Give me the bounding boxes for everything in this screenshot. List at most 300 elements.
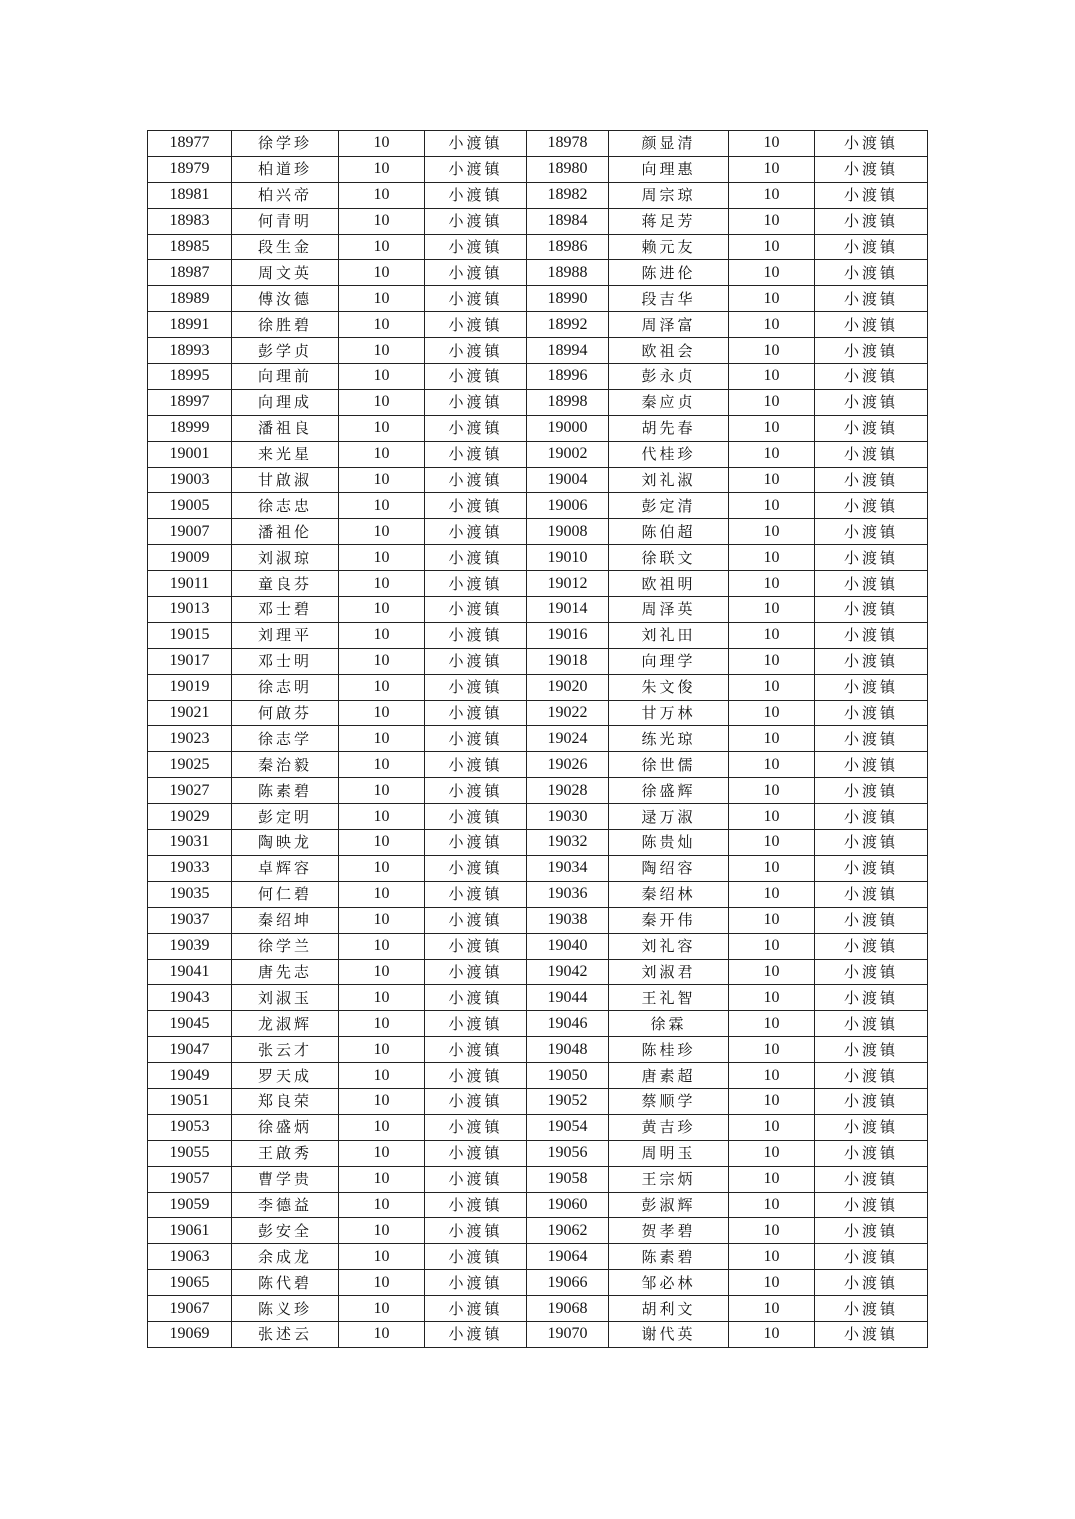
id-cell: 19040: [527, 933, 609, 959]
id-cell: 19023: [148, 726, 232, 752]
id-cell: 19001: [148, 441, 232, 467]
id-cell: 19022: [527, 700, 609, 726]
amount-cell: 10: [729, 131, 815, 157]
amount-cell: 10: [339, 726, 425, 752]
id-cell: 19055: [148, 1140, 232, 1166]
amount-cell: 10: [339, 1011, 425, 1037]
name-cell: 段吉华: [609, 286, 729, 312]
id-cell: 19043: [148, 985, 232, 1011]
town-cell: 小渡镇: [425, 131, 527, 157]
id-cell: 18982: [527, 182, 609, 208]
town-cell: 小渡镇: [425, 855, 527, 881]
town-cell: 小渡镇: [425, 1244, 527, 1270]
name-cell: 秦应贞: [609, 389, 729, 415]
id-cell: 18987: [148, 260, 232, 286]
town-cell: 小渡镇: [815, 1244, 928, 1270]
town-cell: 小渡镇: [425, 519, 527, 545]
amount-cell: 10: [729, 1037, 815, 1063]
name-cell: 彭永贞: [609, 364, 729, 390]
id-cell: 18981: [148, 182, 232, 208]
id-cell: 18977: [148, 131, 232, 157]
name-cell: 彭定清: [609, 493, 729, 519]
town-cell: 小渡镇: [425, 622, 527, 648]
id-cell: 18983: [148, 208, 232, 234]
name-cell: 彭学贞: [232, 338, 339, 364]
amount-cell: 10: [339, 234, 425, 260]
id-cell: 19036: [527, 881, 609, 907]
town-cell: 小渡镇: [815, 286, 928, 312]
id-cell: 19010: [527, 545, 609, 571]
table-row: [148, 1011, 928, 1037]
table-row: [148, 959, 928, 985]
name-cell: 周文英: [232, 260, 339, 286]
id-cell: 19004: [527, 467, 609, 493]
town-cell: 小渡镇: [815, 700, 928, 726]
town-cell: 小渡镇: [425, 338, 527, 364]
table-row: [148, 674, 928, 700]
id-cell: 18996: [527, 364, 609, 390]
id-cell: 19030: [527, 804, 609, 830]
id-cell: 19056: [527, 1140, 609, 1166]
id-cell: 19021: [148, 700, 232, 726]
town-cell: 小渡镇: [815, 985, 928, 1011]
town-cell: 小渡镇: [815, 389, 928, 415]
table-row: [148, 985, 928, 1011]
town-cell: 小渡镇: [425, 467, 527, 493]
amount-cell: 10: [339, 1166, 425, 1192]
amount-cell: 10: [339, 881, 425, 907]
name-cell: 秦绍坤: [232, 907, 339, 933]
town-cell: 小渡镇: [815, 933, 928, 959]
amount-cell: 10: [729, 752, 815, 778]
name-cell: 龙淑辉: [232, 1011, 339, 1037]
id-cell: 19041: [148, 959, 232, 985]
name-cell: 彭淑辉: [609, 1192, 729, 1218]
amount-cell: 10: [729, 467, 815, 493]
name-cell: 潘祖伦: [232, 519, 339, 545]
name-cell: 蔡顺学: [609, 1088, 729, 1114]
town-cell: 小渡镇: [425, 156, 527, 182]
table-row: [148, 1063, 928, 1089]
amount-cell: 10: [339, 1296, 425, 1322]
table-row: [148, 389, 928, 415]
name-cell: 童良芬: [232, 571, 339, 597]
amount-cell: 10: [729, 338, 815, 364]
id-cell: 19051: [148, 1088, 232, 1114]
name-cell: 向理前: [232, 364, 339, 390]
table-row: [148, 156, 928, 182]
town-cell: 小渡镇: [425, 1192, 527, 1218]
amount-cell: 10: [339, 830, 425, 856]
id-cell: 19033: [148, 855, 232, 881]
id-cell: 19005: [148, 493, 232, 519]
town-cell: 小渡镇: [815, 804, 928, 830]
amount-cell: 10: [339, 700, 425, 726]
amount-cell: 10: [339, 907, 425, 933]
id-cell: 19014: [527, 597, 609, 623]
name-cell: 刘礼田: [609, 622, 729, 648]
amount-cell: 10: [729, 1218, 815, 1244]
id-cell: 19049: [148, 1063, 232, 1089]
id-cell: 19045: [148, 1011, 232, 1037]
id-cell: 19037: [148, 907, 232, 933]
amount-cell: 10: [339, 441, 425, 467]
town-cell: 小渡镇: [815, 260, 928, 286]
town-cell: 小渡镇: [815, 1218, 928, 1244]
name-cell: 陈桂珍: [609, 1037, 729, 1063]
name-cell: 曹学贵: [232, 1166, 339, 1192]
id-cell: 19027: [148, 778, 232, 804]
id-cell: 19034: [527, 855, 609, 881]
name-cell: 甘万林: [609, 700, 729, 726]
name-cell: 彭定明: [232, 804, 339, 830]
name-cell: 周泽富: [609, 312, 729, 338]
name-cell: 柏兴帝: [232, 182, 339, 208]
name-cell: 徐盛炳: [232, 1114, 339, 1140]
table-row: [148, 778, 928, 804]
amount-cell: 10: [339, 312, 425, 338]
amount-cell: 10: [339, 286, 425, 312]
id-cell: 19054: [527, 1114, 609, 1140]
amount-cell: 10: [339, 622, 425, 648]
amount-cell: 10: [729, 881, 815, 907]
id-cell: 19053: [148, 1114, 232, 1140]
amount-cell: 10: [339, 156, 425, 182]
town-cell: 小渡镇: [815, 622, 928, 648]
name-cell: 徐盛辉: [609, 778, 729, 804]
table-row: [148, 622, 928, 648]
amount-cell: 10: [729, 985, 815, 1011]
id-cell: 19038: [527, 907, 609, 933]
amount-cell: 10: [339, 338, 425, 364]
town-cell: 小渡镇: [425, 881, 527, 907]
town-cell: 小渡镇: [425, 726, 527, 752]
id-cell: 19028: [527, 778, 609, 804]
id-cell: 19007: [148, 519, 232, 545]
table-row: [148, 1192, 928, 1218]
name-cell: 秦开伟: [609, 907, 729, 933]
name-cell: 王宗炳: [609, 1166, 729, 1192]
table-row: [148, 1037, 928, 1063]
town-cell: 小渡镇: [815, 1192, 928, 1218]
table-row: [148, 338, 928, 364]
id-cell: 19018: [527, 648, 609, 674]
town-cell: 小渡镇: [425, 545, 527, 571]
table-row: [148, 700, 928, 726]
name-cell: 刘礼淑: [609, 467, 729, 493]
id-cell: 19046: [527, 1011, 609, 1037]
town-cell: 小渡镇: [815, 467, 928, 493]
table-row: [148, 933, 928, 959]
amount-cell: 10: [729, 1244, 815, 1270]
town-cell: 小渡镇: [815, 415, 928, 441]
town-cell: 小渡镇: [425, 933, 527, 959]
amount-cell: 10: [339, 545, 425, 571]
name-cell: 陶绍容: [609, 855, 729, 881]
name-cell: 张述云: [232, 1321, 339, 1347]
name-cell: 逯万淑: [609, 804, 729, 830]
town-cell: 小渡镇: [425, 1140, 527, 1166]
id-cell: 18985: [148, 234, 232, 260]
name-cell: 向理惠: [609, 156, 729, 182]
town-cell: 小渡镇: [815, 648, 928, 674]
name-cell: 邓士碧: [232, 597, 339, 623]
town-cell: 小渡镇: [425, 1218, 527, 1244]
amount-cell: 10: [729, 700, 815, 726]
name-cell: 柏道珍: [232, 156, 339, 182]
table-row: [148, 208, 928, 234]
table-row: [148, 1296, 928, 1322]
town-cell: 小渡镇: [815, 907, 928, 933]
amount-cell: 10: [339, 493, 425, 519]
amount-cell: 10: [729, 156, 815, 182]
table-row: [148, 1270, 928, 1296]
id-cell: 19039: [148, 933, 232, 959]
name-cell: 徐学兰: [232, 933, 339, 959]
name-cell: 徐联文: [609, 545, 729, 571]
id-cell: 19008: [527, 519, 609, 545]
town-cell: 小渡镇: [425, 1166, 527, 1192]
town-cell: 小渡镇: [815, 597, 928, 623]
id-cell: 19009: [148, 545, 232, 571]
amount-cell: 10: [729, 286, 815, 312]
id-cell: 19062: [527, 1218, 609, 1244]
id-cell: 19069: [148, 1321, 232, 1347]
table-row: [148, 726, 928, 752]
town-cell: 小渡镇: [425, 1011, 527, 1037]
id-cell: 19065: [148, 1270, 232, 1296]
id-cell: 19020: [527, 674, 609, 700]
id-cell: 18998: [527, 389, 609, 415]
amount-cell: 10: [339, 597, 425, 623]
town-cell: 小渡镇: [425, 415, 527, 441]
id-cell: 19015: [148, 622, 232, 648]
amount-cell: 10: [339, 1321, 425, 1347]
name-cell: 邹必林: [609, 1270, 729, 1296]
id-cell: 18988: [527, 260, 609, 286]
id-cell: 19059: [148, 1192, 232, 1218]
id-cell: 19048: [527, 1037, 609, 1063]
amount-cell: 10: [729, 493, 815, 519]
name-cell: 徐志明: [232, 674, 339, 700]
amount-cell: 10: [729, 1140, 815, 1166]
amount-cell: 10: [729, 622, 815, 648]
name-cell: 贺孝碧: [609, 1218, 729, 1244]
id-cell: 18991: [148, 312, 232, 338]
town-cell: 小渡镇: [815, 338, 928, 364]
table-row: [148, 441, 928, 467]
name-cell: 赖元友: [609, 234, 729, 260]
name-cell: 徐学珍: [232, 131, 339, 157]
id-cell: 19019: [148, 674, 232, 700]
table-row: [148, 830, 928, 856]
town-cell: 小渡镇: [425, 985, 527, 1011]
id-cell: 19068: [527, 1296, 609, 1322]
amount-cell: 10: [729, 907, 815, 933]
town-cell: 小渡镇: [425, 804, 527, 830]
name-cell: 王礼智: [609, 985, 729, 1011]
town-cell: 小渡镇: [815, 674, 928, 700]
town-cell: 小渡镇: [425, 1321, 527, 1347]
town-cell: 小渡镇: [815, 1063, 928, 1089]
table-row: [148, 415, 928, 441]
name-cell: 来光星: [232, 441, 339, 467]
id-cell: 19006: [527, 493, 609, 519]
amount-cell: 10: [339, 208, 425, 234]
amount-cell: 10: [729, 674, 815, 700]
name-cell: 郑良荣: [232, 1088, 339, 1114]
town-cell: 小渡镇: [815, 571, 928, 597]
amount-cell: 10: [339, 985, 425, 1011]
amount-cell: 10: [339, 933, 425, 959]
town-cell: 小渡镇: [815, 1296, 928, 1322]
name-cell: 甘啟淑: [232, 467, 339, 493]
name-cell: 秦治毅: [232, 752, 339, 778]
id-cell: 18979: [148, 156, 232, 182]
id-cell: 19024: [527, 726, 609, 752]
name-cell: 陈代碧: [232, 1270, 339, 1296]
id-cell: 18999: [148, 415, 232, 441]
town-cell: 小渡镇: [425, 1270, 527, 1296]
town-cell: 小渡镇: [815, 881, 928, 907]
id-cell: 18984: [527, 208, 609, 234]
amount-cell: 10: [339, 389, 425, 415]
name-cell: 何仁碧: [232, 881, 339, 907]
id-cell: 19013: [148, 597, 232, 623]
town-cell: 小渡镇: [425, 364, 527, 390]
amount-cell: 10: [729, 1296, 815, 1322]
id-cell: 19052: [527, 1088, 609, 1114]
name-cell: 徐霖: [609, 1011, 729, 1037]
name-cell: 代桂珍: [609, 441, 729, 467]
name-cell: 颜显清: [609, 131, 729, 157]
town-cell: 小渡镇: [815, 131, 928, 157]
name-cell: 胡利文: [609, 1296, 729, 1322]
amount-cell: 10: [729, 571, 815, 597]
amount-cell: 10: [339, 1244, 425, 1270]
amount-cell: 10: [339, 1037, 425, 1063]
id-cell: 18994: [527, 338, 609, 364]
amount-cell: 10: [729, 778, 815, 804]
amount-cell: 10: [729, 389, 815, 415]
id-cell: 19060: [527, 1192, 609, 1218]
town-cell: 小渡镇: [815, 855, 928, 881]
name-cell: 余成龙: [232, 1244, 339, 1270]
town-cell: 小渡镇: [425, 234, 527, 260]
id-cell: 19070: [527, 1321, 609, 1347]
name-cell: 徐志忠: [232, 493, 339, 519]
amount-cell: 10: [729, 933, 815, 959]
town-cell: 小渡镇: [815, 830, 928, 856]
town-cell: 小渡镇: [815, 778, 928, 804]
amount-cell: 10: [339, 1088, 425, 1114]
town-cell: 小渡镇: [425, 752, 527, 778]
table-row: [148, 881, 928, 907]
table-row: [148, 260, 928, 286]
amount-cell: 10: [729, 1011, 815, 1037]
name-cell: 刘淑君: [609, 959, 729, 985]
name-cell: 唐先志: [232, 959, 339, 985]
amount-cell: 10: [729, 260, 815, 286]
table-row: [148, 752, 928, 778]
amount-cell: 10: [339, 1218, 425, 1244]
amount-cell: 10: [729, 959, 815, 985]
town-cell: 小渡镇: [425, 441, 527, 467]
id-cell: 19058: [527, 1166, 609, 1192]
id-cell: 18986: [527, 234, 609, 260]
name-cell: 向理成: [232, 389, 339, 415]
amount-cell: 10: [339, 959, 425, 985]
amount-cell: 10: [729, 648, 815, 674]
town-cell: 小渡镇: [425, 959, 527, 985]
name-cell: 周宗琼: [609, 182, 729, 208]
name-cell: 谢代英: [609, 1321, 729, 1347]
town-cell: 小渡镇: [425, 674, 527, 700]
id-cell: 19067: [148, 1296, 232, 1322]
amount-cell: 10: [339, 467, 425, 493]
town-cell: 小渡镇: [425, 182, 527, 208]
town-cell: 小渡镇: [815, 234, 928, 260]
name-cell: 黄吉珍: [609, 1114, 729, 1140]
town-cell: 小渡镇: [815, 519, 928, 545]
town-cell: 小渡镇: [425, 493, 527, 519]
id-cell: 18990: [527, 286, 609, 312]
town-cell: 小渡镇: [425, 1037, 527, 1063]
id-cell: 19029: [148, 804, 232, 830]
name-cell: 罗天成: [232, 1063, 339, 1089]
town-cell: 小渡镇: [425, 312, 527, 338]
town-cell: 小渡镇: [425, 389, 527, 415]
table-row: [148, 597, 928, 623]
town-cell: 小渡镇: [815, 726, 928, 752]
name-cell: 邓士明: [232, 648, 339, 674]
name-cell: 练光琼: [609, 726, 729, 752]
town-cell: 小渡镇: [815, 1270, 928, 1296]
name-cell: 何啟芬: [232, 700, 339, 726]
name-cell: 段生金: [232, 234, 339, 260]
amount-cell: 10: [339, 1192, 425, 1218]
name-cell: 王啟秀: [232, 1140, 339, 1166]
table-row: [148, 648, 928, 674]
name-cell: 傅汝德: [232, 286, 339, 312]
amount-cell: 10: [729, 1321, 815, 1347]
table-row: [148, 1321, 928, 1347]
name-cell: 欧祖明: [609, 571, 729, 597]
amount-cell: 10: [339, 752, 425, 778]
town-cell: 小渡镇: [425, 1296, 527, 1322]
amount-cell: 10: [339, 1114, 425, 1140]
id-cell: 19012: [527, 571, 609, 597]
town-cell: 小渡镇: [425, 571, 527, 597]
town-cell: 小渡镇: [815, 208, 928, 234]
name-cell: 朱文俊: [609, 674, 729, 700]
table-row: [148, 1166, 928, 1192]
town-cell: 小渡镇: [425, 260, 527, 286]
table-row: [148, 286, 928, 312]
name-cell: 刘淑琼: [232, 545, 339, 571]
id-cell: 19026: [527, 752, 609, 778]
id-cell: 18992: [527, 312, 609, 338]
id-cell: 19031: [148, 830, 232, 856]
name-cell: 刘理平: [232, 622, 339, 648]
amount-cell: 10: [339, 1140, 425, 1166]
name-cell: 徐世儒: [609, 752, 729, 778]
town-cell: 小渡镇: [425, 286, 527, 312]
amount-cell: 10: [339, 131, 425, 157]
table-row: [148, 131, 928, 157]
id-cell: 19047: [148, 1037, 232, 1063]
town-cell: 小渡镇: [425, 1088, 527, 1114]
